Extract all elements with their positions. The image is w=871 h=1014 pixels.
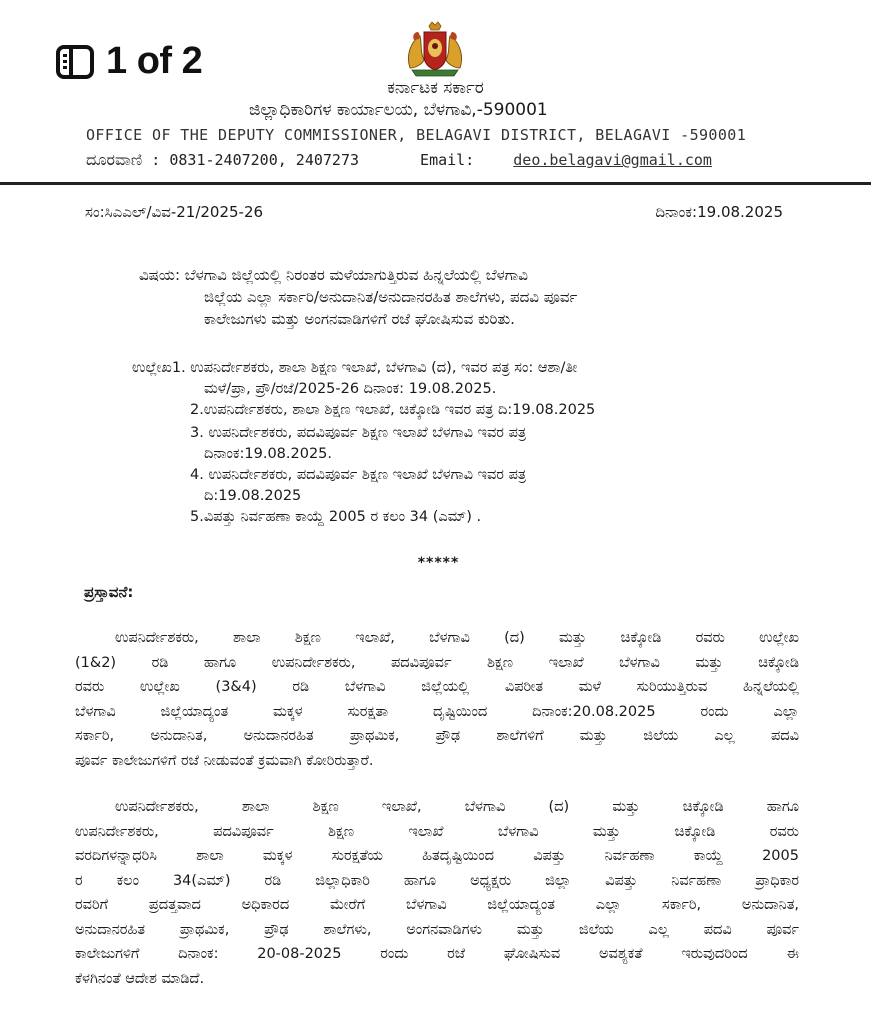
- subject-line: ವಿಷಯ: ಬೆಳಗಾವಿ ಜಿಲ್ಲೆಯಲ್ಲಿ ನಿರಂತರ ಮಳೆಯಾಗುತ್ತಿರುವ ಹಿನ್ನಲೆಯಲ್ಲಿ ಬೆಳಗಾವಿ: [139, 266, 528, 284]
- reference-item: 3. ಉಪನಿರ್ದೇಶಕರು, ಪದವಿಪೂರ್ವ ಶಿಕ್ಷಣ ಇಲಾಖೆ ಬೆಳಗಾವಿ ಇವರ ಪತ್ರ: [190, 425, 527, 441]
- subject-block: [139, 264, 819, 330]
- paragraph-line: ಬೆಳಗಾವಿ ಜಿಲ್ಲೆಯಾದ್ಯಂತ ಮಕ್ಕಳ ಸುರಕ್ಷತಾ ದೃಷ್ಟಿಯಿಂದ ದಿನಾಂಕ:20.08.2025 ರಂದು ಎಲ್ಲಾ: [75, 703, 799, 720]
- paragraph-line: ಪೂರ್ವ ಕಾಲೇಜುಗಳಿಗೆ ರಜೆ ನೀಡುವಂತೆ ಕ್ರಮವಾಗಿ ಕೋರಿರುತ್ತಾರೆ.: [75, 752, 374, 769]
- paragraph-line: ಉಪನಿರ್ದೇಶಕರು, ಪದವಿಪೂರ್ವ ಶಿಕ್ಷಣ ಇಲಾಖೆ ಬೆಳಗಾವಿ ಮತ್ತು ಚಿಕ್ಕೋಡಿ ರವರು: [75, 823, 799, 840]
- paragraph-line: ರವರಿಗೆ ಪ್ರದತ್ತವಾದ ಅಧಿಕಾರದ ಮೇರೆಗೆ ಬೆಳಗಾವಿ ಜಿಲ್ಲೆಯಾದ್ಯಂತ ಎಲ್ಲಾ ಸರ್ಕಾರಿ, ಅನುದಾನಿತ,: [75, 897, 799, 913]
- reference-item: 5.ವಿಪತ್ತು ನಿರ್ವಹಣಾ ಕಾಯ್ದೆ 2005 ರ ಕಲಂ 34 (ಎಮ್) .: [190, 509, 482, 525]
- preamble-paragraph: [75, 626, 799, 773]
- reference-item: 2.ಉಪನಿರ್ದೇಶಕರು, ಶಾಲಾ ಶಿಕ್ಷಣ ಇಲಾಖೆ, ಚಿಕ್ಕೋಡಿ ಇವರ ಪತ್ರ ದಿ:19.08.2025: [190, 402, 596, 418]
- email-label: Email:: [420, 151, 475, 169]
- paragraph-line: ರವರು ಉಲ್ಲೇಖ (3&4) ರಡಿ ಬೆಳಗಾವಿ ಜಿಲ್ಲೆಯಲ್ಲಿ ವಿಪರೀತ ಮಳೆ ಸುರಿಯುತ್ತಿರುವ ಹಿನ್ನಲೆಯಲ್ಲಿ: [75, 679, 799, 695]
- page-counter: 1 of 2: [106, 40, 203, 82]
- page-indicator[interactable]: [56, 40, 202, 83]
- paragraph-line: ಉಪನಿರ್ದೇಶಕರು, ಶಾಲಾ ಶಿಕ್ಷಣ ಇಲಾಖೆ, ಬೆಳಗಾವಿ (ದ) ಮತ್ತು ಚಿಕ್ಕೋಡಿ ಹಾಗೂ: [115, 799, 799, 815]
- paragraph-line: ಸರ್ಕಾರಿ, ಅನುದಾನಿತ, ಅನುದಾನರಹಿತ ಪ್ರಾಥಮಿಕ, ಪ್ರೌಢ ಶಾಲೆಗಳಿಗೆ ಮತ್ತು ಜಿಲೆಯ ಎಲ್ಲ ಪದವಿ: [75, 728, 799, 744]
- karnataka-emblem-icon: [402, 20, 468, 78]
- contact-line: [86, 150, 712, 170]
- preamble-heading: ಪ್ರಸ್ತಾವನೆ:: [84, 583, 134, 601]
- government-name: ಕರ್ನಾಟಕ ಸರ್ಕಾರ: [387, 78, 484, 98]
- order-paragraph: [75, 795, 799, 991]
- reference-item-continuation: ದಿ:19.08.2025: [204, 488, 302, 504]
- paragraph-line: ಉಪನಿರ್ದೇಶಕರು, ಶಾಲಾ ಶಿಕ್ಷಣ ಇಲಾಖೆ, ಬೆಳಗಾವಿ (ದ) ಮತ್ತು ಚಿಕ್ಕೋಡಿ ರವರು ಉಲ್ಲೇಖ: [115, 630, 799, 646]
- reference-item: 4. ಉಪನಿರ್ದೇಶಕರು, ಪದವಿಪೂರ್ವ ಶಿಕ್ಷಣ ಇಲಾಖೆ ಬೆಳಗಾವಿ ಇವರ ಪತ್ರ: [190, 467, 527, 483]
- phone-value: : 0831-2407200, 2407273: [151, 151, 360, 169]
- paragraph-line: (1&2) ರಡಿ ಹಾಗೂ ಉಪನಿರ್ದೇಶಕರು, ಪದವಿಪೂರ್ವ ಶಿಕ್ಷಣ ಇಲಾಖೆ ಬೆಳಗಾವಿ ಮತ್ತು ಚಿಕ್ಕೋಡಿ: [75, 654, 799, 671]
- subject-line: ಜಿಲ್ಲೆಯ ಎಲ್ಲಾ ಸರ್ಕಾರಿ/ಅನುದಾನಿತ/ಅನುದಾನರಹಿತ ಶಾಲೆಗಳು, ಪದವಿ ಪೂರ್ವ: [204, 288, 578, 306]
- reference-number: ಸಂ:ಸಿಎಎಲ್/ವಿವ-21/2025-26: [85, 203, 264, 221]
- phone-label: ದೂರವಾಣಿ: [86, 150, 143, 169]
- office-name-kannada: ಜಿಲ್ಲಾಧಿಕಾರಿಗಳ ಕಾರ್ಯಾಲಯ, ಬೆಳಗಾವಿ,-590001: [249, 100, 548, 120]
- paragraph-line: ಕಾಲೇಜುಗಳಿಗೆ ದಿನಾಂಕ: 20-08-2025 ರಂದು ರಜೆ ಘೋಷಿಸುವ ಅವಶ್ಯಕತೆ ಇರುವುದರಿಂದ ಈ: [75, 946, 799, 962]
- reference-item: ಉಲ್ಲೇಖ1. ಉಪನಿರ್ದೇಶಕರು, ಶಾಲಾ ಶಿಕ್ಷಣ ಇಲಾಖೆ, ಬೆಳಗಾವಿ (ದ), ಇವರ ಪತ್ರ ಸಂ: ಆಶಾ/ತೀ: [132, 360, 578, 376]
- section-separator: *****: [417, 555, 460, 571]
- email-link[interactable]: deo.belagavi@gmail.com: [513, 151, 712, 169]
- reference-item-continuation: ಮಳೆ/ಪ್ರಾ, ಪ್ರೌ/ರಜೆ/2025-26 ದಿನಾಂಕ: 19.08.2025.: [204, 381, 497, 397]
- letterhead-divider: [0, 182, 871, 185]
- paragraph-line: ರ ಕಲಂ 34(ಎಮ್) ರಡಿ ಜಿಲ್ಲಾಧಿಕಾರಿ ಹಾಗೂ ಅಧ್ಯಕ್ಷರು ಜಿಲ್ಲಾ ವಿಪತ್ತು ನಿರ್ವಹಣಾ ಪ್ರಾಧಿಕಾರ: [75, 872, 799, 889]
- references-block: [132, 358, 822, 528]
- reference-item-continuation: ದಿನಾಂಕ:19.08.2025.: [204, 446, 333, 462]
- subject-line: ಕಾಲೇಜುಗಳು ಮತ್ತು ಅಂಗನವಾಡಿಗಳಿಗೆ ರಜೆ ಘೋಷಿಸುವ ಕುರಿತು.: [204, 310, 515, 328]
- document-pages-icon: [56, 45, 94, 79]
- paragraph-line: ಕೆಳಗಿನಂತೆ ಆದೇಶ ಮಾಡಿದೆ.: [75, 970, 205, 987]
- document-date: ದಿನಾಂಕ:19.08.2025: [655, 203, 783, 221]
- paragraph-line: ವರದಿಗಳನ್ನಾಧರಿಸಿ ಶಾಲಾ ಮಕ್ಕಳ ಸುರಕ್ಷತೆಯ ಹಿತದೃಷ್ಟಿಯಿಂದ ವಿಪತ್ತು ನಿರ್ವಹಣಾ ಕಾಯ್ದೆ 2005: [75, 848, 799, 864]
- office-name-english: OFFICE OF THE DEPUTY COMMISSIONER, BELAGAVI DISTRICT, BELAGAVI -590001: [86, 126, 747, 144]
- paragraph-line: ಅನುದಾನರಹಿತ ಪ್ರಾಥಮಿಕ, ಪ್ರೌಢ ಶಾಲೆಗಳು, ಅಂಗನವಾಡಿಗಳು ಮತ್ತು ಜಿಲೆಯ ಎಲ್ಲ ಪದವಿ ಪೂರ್ವ: [75, 921, 799, 938]
